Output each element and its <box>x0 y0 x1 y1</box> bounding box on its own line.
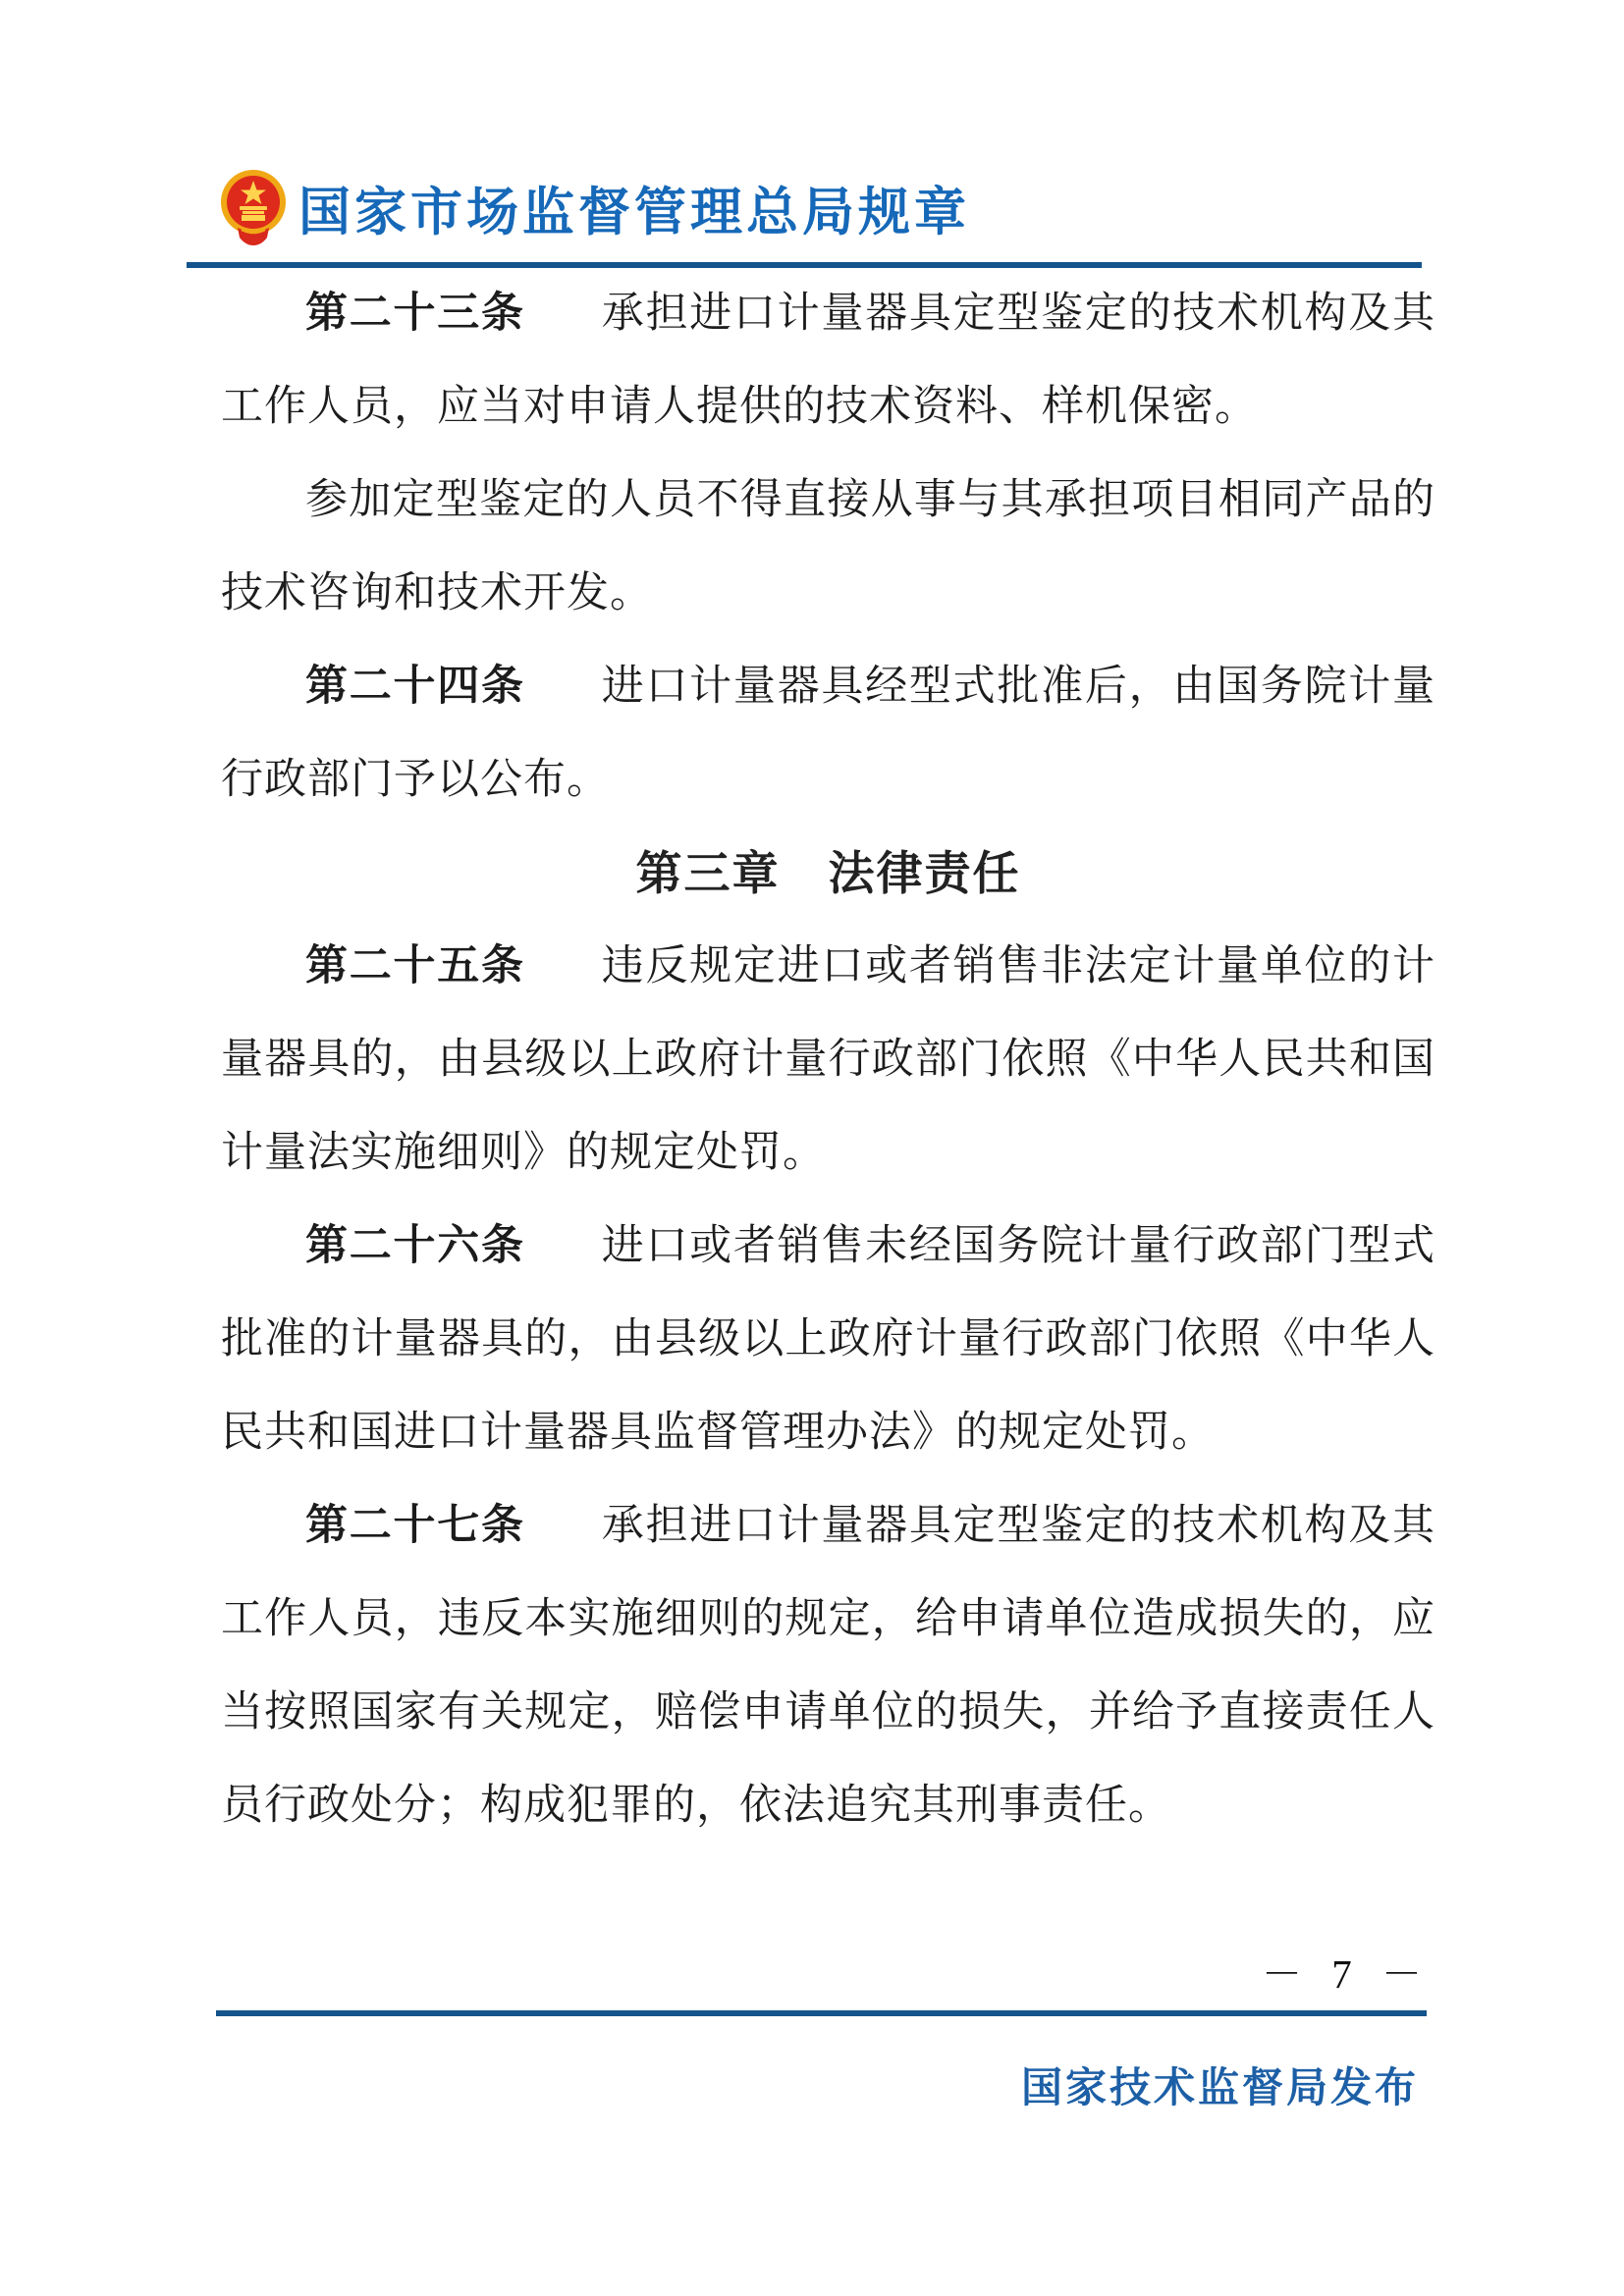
article-23-p2-text: 参加定型鉴定的人员不得直接从事与其承担项目相同产品的技术咨询和技术开发。 <box>221 477 1435 616</box>
article-26 <box>221 1200 1435 1479</box>
article-25-text: 违反规定进口或者销售非法定计量单位的计量器具的，由县级以上政府计量行政部门依照《中华人民共和国计量法实施细则》的规定处罚。 <box>221 943 1436 1176</box>
article-27-number: 第二十七条 <box>305 1502 525 1549</box>
document-body <box>221 267 1435 1852</box>
article-26-number: 第二十六条 <box>305 1222 525 1269</box>
article-24-text: 进口计量器具经型式批准后，由国务院计量行政部门予以公布。 <box>221 664 1436 803</box>
article-23 <box>221 267 1435 454</box>
article-25-number: 第二十五条 <box>305 942 525 989</box>
article-24 <box>221 640 1435 827</box>
article-25 <box>221 920 1435 1200</box>
chapter-heading: 第三章 法律责任 <box>635 847 1021 899</box>
footer-divider <box>216 2010 1427 2016</box>
article-24-number: 第二十四条 <box>305 663 525 710</box>
page-header <box>218 169 1428 247</box>
article-23-number: 第二十三条 <box>305 290 525 337</box>
article-27-text: 承担进口计量器具定型鉴定的技术机构及其工作人员，违反本实施细则的规定，给申请单位造成损失的，应当按照国家有关规定，赔偿申请单位的损失，并给予直接责任人员行政处分；构成犯罪的，依法追究其刑事责任。 <box>221 1503 1436 1829</box>
article-26-text: 进口或者销售未经国务院计量行政部门型式批准的计量器具的，由县级以上政府计量行政部门依照《中华人民共和国进口计量器具监督管理办法》的规定处罚。 <box>221 1223 1436 1456</box>
article-27 <box>221 1479 1435 1852</box>
article-23-text: 承担进口计量器具定型鉴定的技术机构及其工作人员，应当对申请人提供的技术资料、样机保密。 <box>221 291 1436 430</box>
article-23-paragraph-2 <box>221 454 1435 640</box>
national-emblem-icon <box>218 169 289 247</box>
page-number: － 7 － <box>1262 1951 1432 1997</box>
footer-publisher: 国家技术监督局发布 <box>1021 2066 1420 2111</box>
header-title: 国家市场监督管理总局规章 <box>298 185 970 241</box>
